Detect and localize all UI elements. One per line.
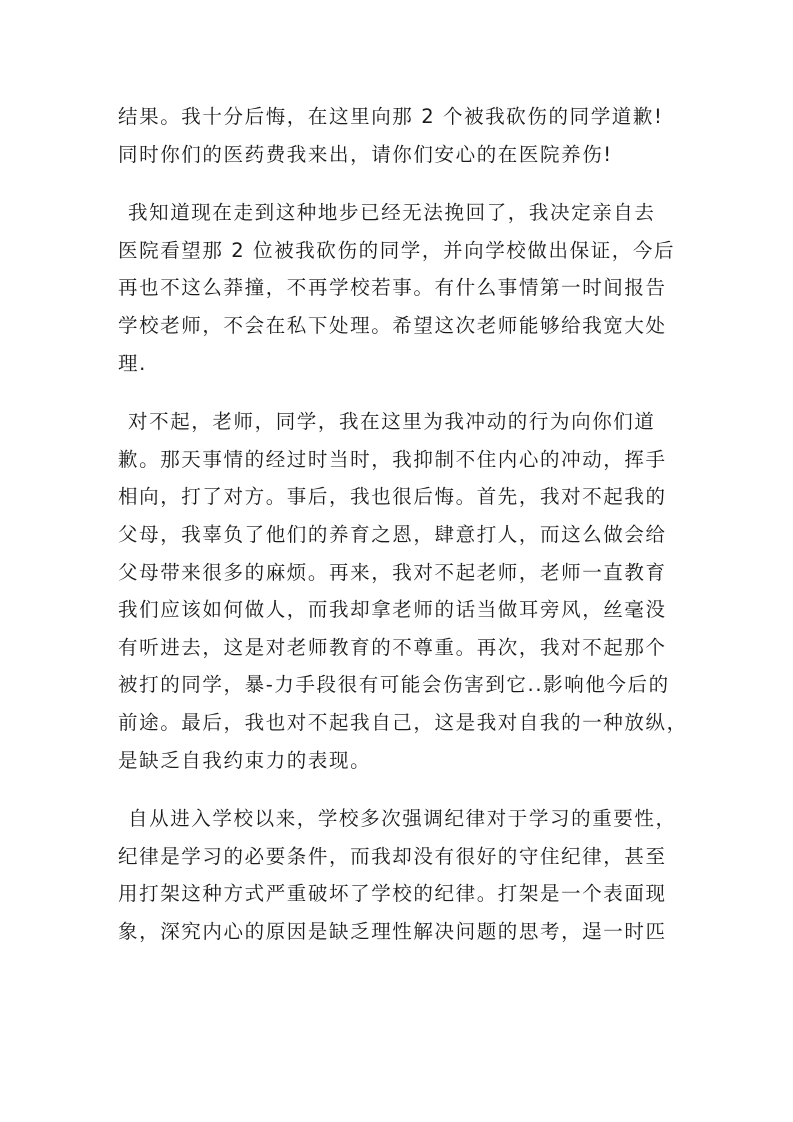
text-line: 纪律是学习的必要条件，而我却没有很好的守住纪律，甚至: [118, 844, 667, 868]
text-line: 用打架这种方式严重破坏了学校的纪律。打架是一个表面现: [118, 882, 667, 906]
text-line: 是缺乏自我约束力的表现。: [118, 748, 372, 772]
text-line: 医院看望那 2 位被我砍伤的同学，并向学校做出保证，今后: [118, 238, 676, 262]
text-line: 学校老师，不会在私下处理。希望这次老师能够给我宽大处: [118, 313, 667, 337]
text-line: 自从进入学校以来，学校多次强调纪律对于学习的重要性，: [128, 807, 677, 831]
text-line: 相向，打了对方。事后，我也很后悔。首先，我对不起我的: [118, 485, 667, 509]
paragraph-2: [118, 194, 678, 382]
text-line: 结果。我十分后悔，在这里向那 2 个被我砍伤的同学道歉!: [118, 105, 664, 128]
text-line: 同时你们的医药费我来出，请你们安心的在医院养伤!: [118, 142, 613, 166]
paragraph-4: [118, 800, 678, 950]
text-line: 再也不这么莽撞，不再学校若事。有什么事情第一时间报告: [118, 276, 667, 300]
text-line: 被打的同学，暴-力手段很有可能会伤害到它..影响他今后的: [118, 673, 670, 697]
document-page: [118, 98, 688, 950]
paragraph-3: [118, 403, 688, 779]
text-line: 对不起，老师，同学，我在这里为我冲动的行为向你们道: [128, 410, 656, 434]
text-line: 我们应该如何做人，而我却拿老师的话当做耳旁风，丝毫没: [118, 598, 667, 622]
text-line: 理.: [118, 351, 147, 375]
text-line: 歉。那天事情的经过时当时，我抑制不住内心的冲动，挥手: [118, 447, 667, 471]
text-line: 我知道现在走到这种地步已经无法挽回了，我决定亲自去: [128, 201, 656, 225]
text-line: 象，深究内心的原因是缺乏理性解决问题的思考，逞一时匹: [118, 919, 667, 943]
text-line: 父母，我辜负了他们的养育之恩，肆意打人，而这么做会给: [118, 522, 667, 546]
paragraph-1: [118, 98, 678, 173]
text-line: 前途。最后，我也对不起我自己，这是我对自我的一种放纵，: [118, 710, 688, 734]
text-line: 父母带来很多的麻烦。再来，我对不起老师，老师一直教育: [118, 560, 667, 584]
text-line: 有听进去，这是对老师教育的不尊重。再次，我对不起那个: [118, 635, 667, 659]
